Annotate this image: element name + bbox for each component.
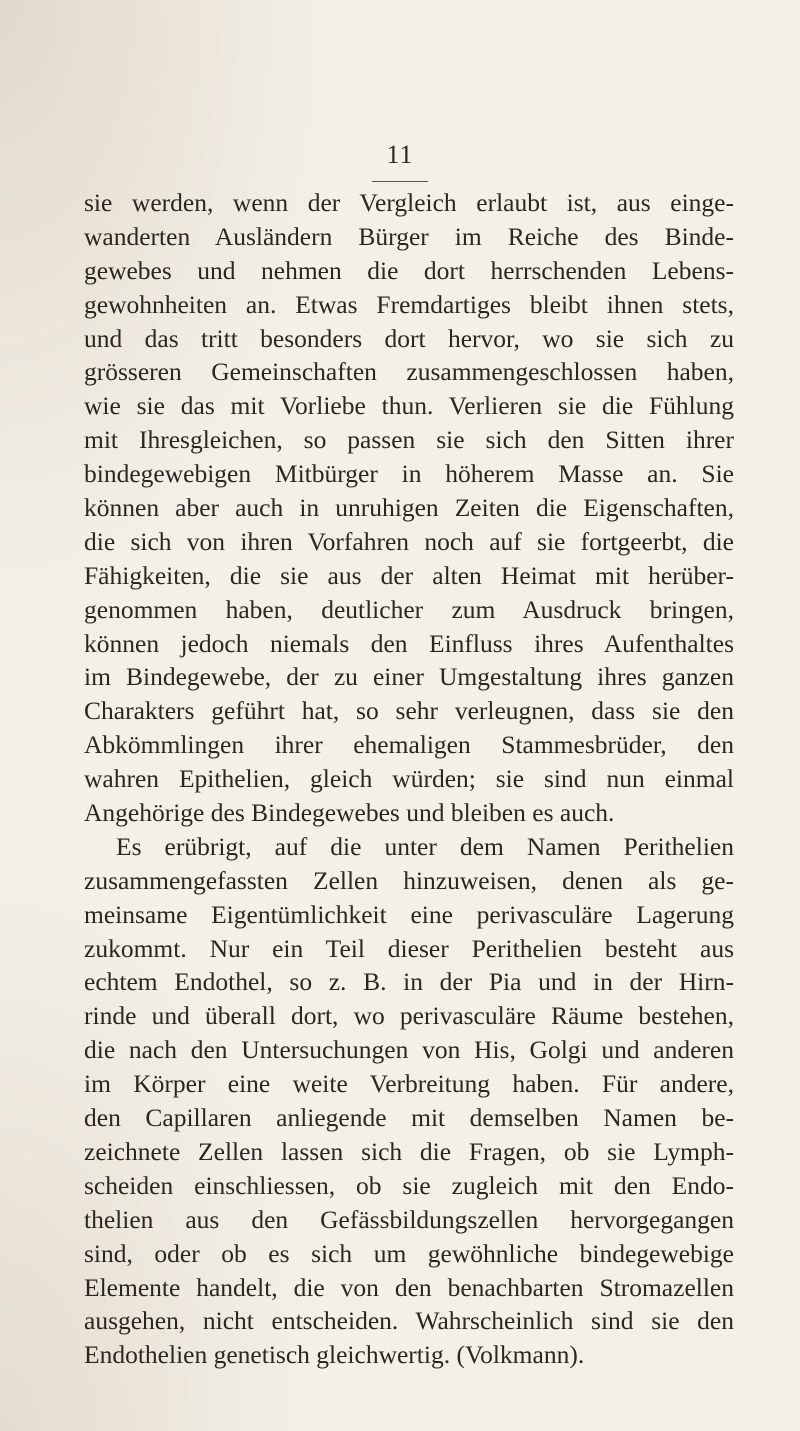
text-line: im Bindegewebe, der zu einer Umgestaltung ihres ganzen xyxy=(84,662,734,692)
text-line: Elemente handelt, die von den benachbarten Stromazellen xyxy=(84,1272,734,1302)
text-line: Fähigkeiten, die sie aus der alten Heimat mit herüber- xyxy=(84,560,734,590)
text-line: Abkömmlingen ihrer ehemaligen Stammesbrüder, den xyxy=(84,730,734,760)
text-line: die sich von ihren Vorfahren noch auf sie fortgeerbt, die xyxy=(84,526,734,556)
text-line: bindegewebigen Mitbürger in höherem Masse an. Sie xyxy=(84,459,734,489)
text-line: wanderten Ausländern Bürger im Reiche des Binde- xyxy=(84,221,734,251)
text-line: den Capillaren anliegende mit demselben Namen be- xyxy=(84,1103,734,1133)
text-line: mit Ihresgleichen, so passen sie sich den Sitten ihrer xyxy=(84,425,734,455)
text-line: können jedoch niemals den Einfluss ihres Aufenthaltes xyxy=(84,628,734,658)
text-line: Angehörige des Bindegewebes und bleiben es auch. xyxy=(84,798,615,828)
page-number: 11 xyxy=(386,140,414,169)
text-line: im Körper eine weite Verbreitung haben. Für andere, xyxy=(84,1069,734,1099)
text-line: Endothelien genetisch gleichwertig. (Volkmann). xyxy=(84,1340,585,1370)
text-line: ausgehen, nicht entscheiden. Wahrscheinlich sind sie den xyxy=(84,1306,734,1336)
text-line: genommen haben, deutlicher zum Ausdruck bringen, xyxy=(84,594,734,624)
text-line: zeichnete Zellen lassen sich die Fragen, ob sie Lymph- xyxy=(84,1136,734,1166)
text-line: die nach den Untersuchungen von His, Golgi und anderen xyxy=(84,1035,734,1065)
text-line: zusammengefassten Zellen hinzuweisen, denen als ge- xyxy=(84,865,734,895)
page-number-rule xyxy=(372,181,428,182)
text-line: echtem Endothel, so z. B. in der Pia und in der Hirn- xyxy=(84,967,734,997)
text-line: und das tritt besonders dort hervor, wo sie sich zu xyxy=(84,323,734,353)
text-line: wahren Epithelien, gleich würden; sie sind nun einmal xyxy=(84,764,734,794)
text-line: rinde und überall dort, wo perivasculäre Räume bestehen, xyxy=(84,1001,734,1031)
text-line: thelien aus den Gefässbildungszellen hervorgegangen xyxy=(84,1204,734,1234)
body-text xyxy=(84,186,734,1372)
text-line: meinsame Eigentümlichkeit eine perivasculäre Lagerung xyxy=(84,899,734,929)
text-line: können aber auch in unruhigen Zeiten die Eigenschaften, xyxy=(84,493,734,523)
text-line: Es erübrigt, auf die unter dem Namen Perithelien xyxy=(116,831,734,861)
text-line: zukommt. Nur ein Teil dieser Perithelien besteht aus xyxy=(84,933,734,963)
text-line: sind, oder ob es sich um gewöhnliche bindegewebige xyxy=(84,1238,734,1268)
text-line: scheiden einschliessen, ob sie zugleich mit den Endo- xyxy=(84,1170,734,1200)
text-line: wie sie das mit Vorliebe thun. Verlieren sie die Fühlung xyxy=(84,391,734,421)
text-line: gewebes und nehmen die dort herrschenden Lebens- xyxy=(84,255,734,285)
text-line: grösseren Gemeinschaften zusammengeschlossen haben, xyxy=(84,357,734,387)
text-line: Charakters geführt hat, so sehr verleugnen, dass sie den xyxy=(84,696,734,726)
text-line: sie werden, wenn der Vergleich erlaubt ist, aus einge- xyxy=(84,188,734,217)
text-line: gewohnheiten an. Etwas Fremdartiges bleibt ihnen stets, xyxy=(84,289,734,319)
